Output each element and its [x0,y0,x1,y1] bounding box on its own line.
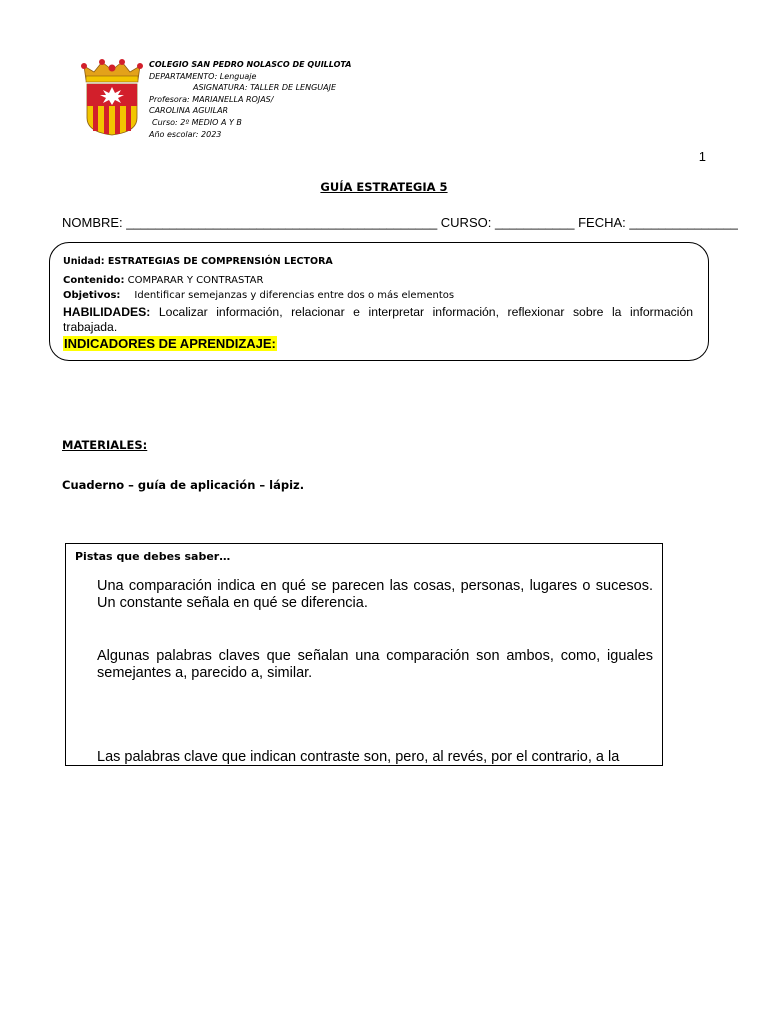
habilidades-row [63,305,693,334]
contenido-value: COMPARAR Y CONTRASTAR [127,275,264,286]
school-crest-icon [80,58,144,136]
tip-paragraph-2: Algunas palabras claves que señalan una comparación son ambos, como, iguales semejantes a, parecido a, similar. [97,648,653,681]
objetivos-row [63,290,454,301]
objetivos-label: Objetivos: [63,290,121,301]
objetivos-value: Identificar semejanzas y diferencias entre dos o más elementos [134,290,455,301]
tip-paragraph-3: Las palabras clave que indican contraste son, pero, al revés, por el contrario, a la [97,749,620,765]
tip-paragraph-1: Una comparación indica en qué se parecen las cosas, personas, lugares o sucesos. Un constante señala en qué se diferencia. [97,578,653,611]
indicadores-heading: INDICADORES DE APRENDIZAJE: [64,336,276,351]
habilidades-value: Localizar información, relacionar e interpretar información, reflexionar sobre la información trabajada. [63,305,693,334]
page-number: 1 [698,149,706,164]
materiales-heading: MATERIALES: [62,438,148,452]
student-info-line: NOMBRE: ___________________________________________ CURSO: ___________ FECHA: _______________ [62,215,738,230]
document-title: GUÍA ESTRATEGIA 5 [320,180,448,194]
contenido-row [63,275,263,286]
tips-title: Pistas que debes saber… [75,550,231,563]
department: DEPARTAMENTO: Lenguaje [149,71,257,81]
unidad-text: Unidad: ESTRATEGIAS DE COMPRENSIÓN LECTORA [63,256,333,267]
tips-box [65,543,663,766]
habilidades-label: HABILIDADES: [63,305,151,319]
contenido-label: Contenido: [63,275,125,286]
school-header [149,59,351,140]
teacher-1: Profesora: MARIANELLA ROJAS/ [149,94,274,104]
materiales-text: Cuaderno – guía de aplicación – lápiz. [62,478,305,492]
subject: ASIGNATURA: TALLER DE LENGUAJE [193,83,337,93]
course: Curso: 2º MEDIO A Y B [152,117,242,127]
school-year: Año escolar: 2023 [149,129,222,139]
teacher-2: CAROLINA AGUILAR [149,106,229,116]
school-name: COLEGIO SAN PEDRO NOLASCO DE QUILLOTA [149,60,352,69]
